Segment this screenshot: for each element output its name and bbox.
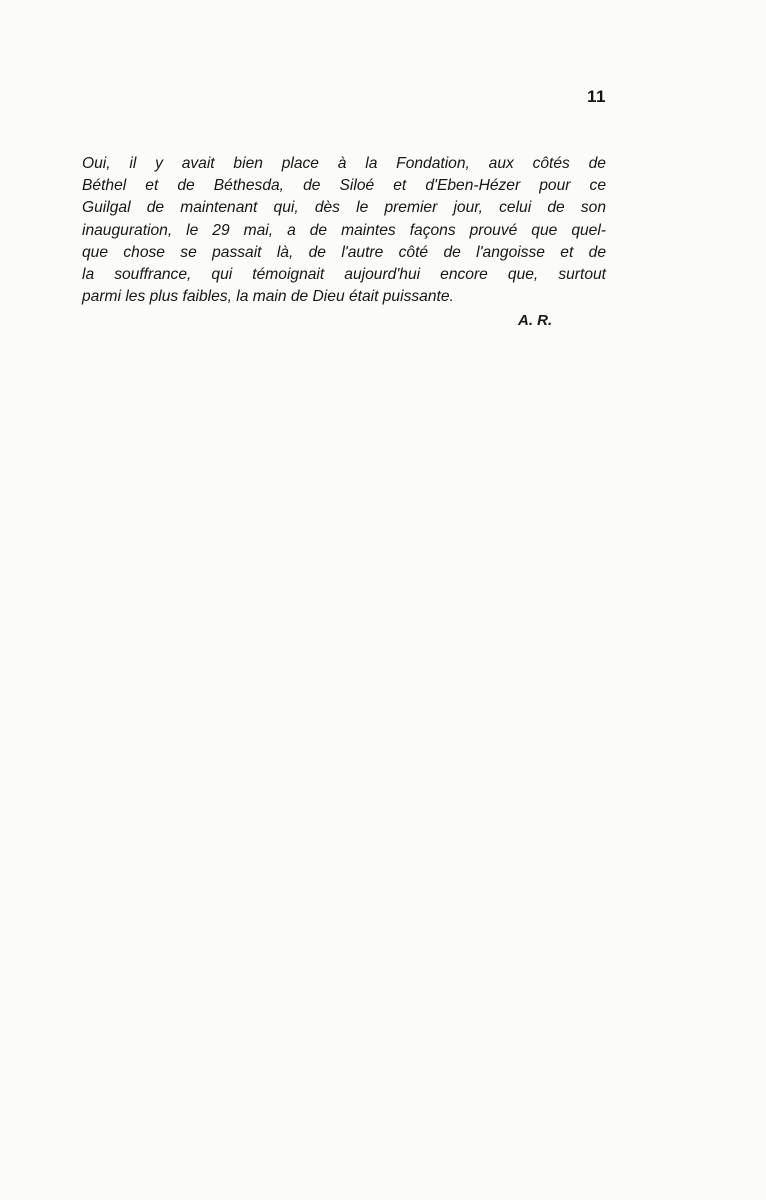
body-paragraph [82,153,606,308]
paragraph-line: Oui, il y avait bien place à la Fondation, aux côtés de [82,155,606,172]
page-number: 11 [587,87,606,106]
paragraph-line: Béthel et de Béthesda, de Siloé et d'Eben-Hézer pour ce [82,177,606,195]
paragraph-line: la souffrance, qui témoignait aujourd'hui encore que, surtout [82,266,606,284]
author-signature: A. R. [518,312,553,329]
paragraph-line: Guilgal de maintenant qui, dès le premier jour, celui de son [82,199,606,217]
paragraph-line: que chose se passait là, de l'autre côté de l'angoisse et de [82,243,606,261]
paragraph-line: parmi les plus faibles, la main de Dieu était puissante. [82,288,454,306]
paragraph-line: inauguration, le 29 mai, a de maintes façons prouvé que quel- [82,221,606,239]
